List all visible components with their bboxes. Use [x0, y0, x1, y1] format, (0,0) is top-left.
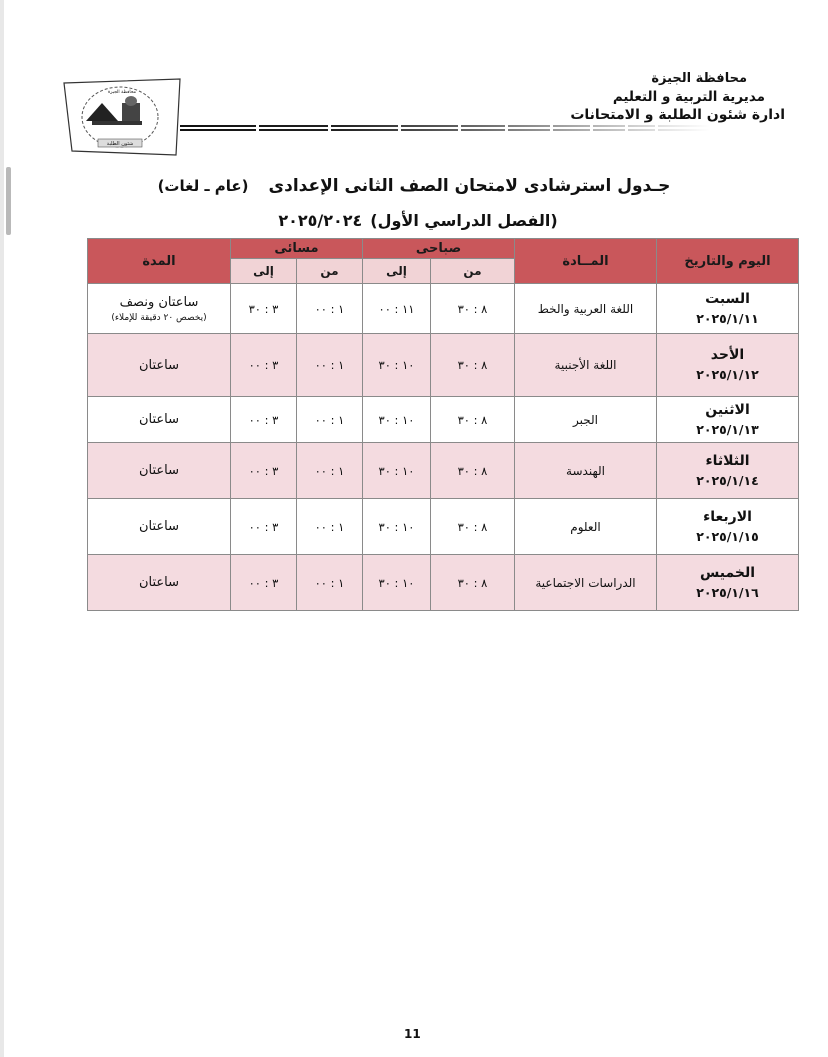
day-date-cell: السبت ٢٠٢٥/١/١١	[657, 284, 799, 334]
evening-to-cell: ٣ : ٠٠	[231, 334, 297, 397]
exam-schedule-table	[87, 238, 799, 611]
header-evening-to: إلى	[231, 259, 297, 284]
evening-to-cell: ٣ : ٠٠	[231, 555, 297, 611]
header-evening-from: من	[297, 259, 363, 284]
subject-cell: الدراسات الاجتماعية	[515, 555, 657, 611]
evening-to-cell: ٣ : ٠٠	[231, 397, 297, 443]
morning-from-cell: ٨ : ٣٠	[431, 334, 515, 397]
duration-cell: ساعتان	[88, 397, 231, 443]
morning-from-cell: ٨ : ٣٠	[431, 555, 515, 611]
header-duration: المدة	[88, 239, 231, 284]
duration-cell: ساعتان	[88, 555, 231, 611]
evening-to-cell: ٣ : ٣٠	[231, 284, 297, 334]
duration-note: (يخصص ٢٠ دقيقة للإملاء)	[111, 312, 207, 323]
header-block	[570, 70, 785, 124]
document-title	[0, 176, 828, 196]
header-morning-to: إلى	[363, 259, 431, 284]
rule-gaps	[180, 124, 710, 133]
morning-to-cell: ١٠ : ٣٠	[363, 397, 431, 443]
directorate-name: مديرية التربية و التعليم	[612, 89, 765, 105]
table-row	[88, 284, 799, 334]
document-subtitle	[0, 211, 828, 230]
table-row	[88, 555, 799, 611]
duration-cell: ساعتان ونصف (يخصص ٢٠ دقيقة للإملاء)	[88, 284, 231, 334]
directorate-logo	[62, 77, 182, 157]
evening-from-cell: ١ : ٠٠	[297, 555, 363, 611]
page-number: 11	[404, 1027, 421, 1041]
administration-name: ادارة شئون الطلبة و الامتحانات	[570, 107, 785, 123]
governorate-name: محافظة الجيزة	[651, 71, 747, 86]
header-day-date: اليوم والتاريخ	[657, 239, 799, 284]
morning-to-cell: ١٠ : ٣٠	[363, 334, 431, 397]
svg-text:شئون الطلبة: شئون الطلبة	[106, 141, 134, 147]
day-date-cell: الخميس ٢٠٢٥/١/١٦	[657, 555, 799, 611]
viewer-left-edge	[0, 0, 4, 1057]
subject-cell: الهندسة	[515, 443, 657, 499]
subject-cell: اللغة الأجنبية	[515, 334, 657, 397]
morning-from-cell: ٨ : ٣٠	[431, 284, 515, 334]
morning-to-cell: ١١ : ٠٠	[363, 284, 431, 334]
subject-cell: اللغة العربية والخط	[515, 284, 657, 334]
table-row	[88, 499, 799, 555]
evening-from-cell: ١ : ٠٠	[297, 443, 363, 499]
subject-cell: العلوم	[515, 499, 657, 555]
header-evening: مسائى	[231, 239, 363, 259]
svg-text:محافظة الجيزة: محافظة الجيزة	[107, 90, 137, 95]
table-row	[88, 443, 799, 499]
day-date-cell: الثلاثاء ٢٠٢٥/١/١٤	[657, 443, 799, 499]
duration-cell: ساعتان	[88, 499, 231, 555]
title-type: (عام ـ لغات)	[157, 177, 249, 195]
evening-to-cell: ٣ : ٠٠	[231, 443, 297, 499]
header-morning-from: من	[431, 259, 515, 284]
morning-to-cell: ١٠ : ٣٠	[363, 555, 431, 611]
duration-cell: ساعتان	[88, 334, 231, 397]
semester-label: (الفصل الدراسي الأول)	[370, 211, 558, 230]
academic-year: ٢٠٢٥/٢٠٢٤	[278, 211, 363, 230]
day-date-cell: الأحد ٢٠٢٥/١/١٢	[657, 334, 799, 397]
evening-from-cell: ١ : ٠٠	[297, 334, 363, 397]
header-subject: المــادة	[515, 239, 657, 284]
morning-to-cell: ١٠ : ٣٠	[363, 499, 431, 555]
evening-from-cell: ١ : ٠٠	[297, 284, 363, 334]
header-morning: صباحى	[363, 239, 515, 259]
morning-from-cell: ٨ : ٣٠	[431, 443, 515, 499]
day-date-cell: الاربعاء ٢٠٢٥/١/١٥	[657, 499, 799, 555]
subject-cell: الجبر	[515, 397, 657, 443]
morning-from-cell: ٨ : ٣٠	[431, 397, 515, 443]
duration-cell: ساعتان	[88, 443, 231, 499]
table-row	[88, 397, 799, 443]
evening-to-cell: ٣ : ٠٠	[231, 499, 297, 555]
title-main: جـدول استرشادى لامتحان الصف الثانى الإعدادى	[268, 176, 671, 196]
day-date-cell: الاثنين ٢٠٢٥/١/١٣	[657, 397, 799, 443]
table-row	[88, 334, 799, 397]
evening-from-cell: ١ : ٠٠	[297, 397, 363, 443]
morning-from-cell: ٨ : ٣٠	[431, 499, 515, 555]
evening-from-cell: ١ : ٠٠	[297, 499, 363, 555]
morning-to-cell: ١٠ : ٣٠	[363, 443, 431, 499]
